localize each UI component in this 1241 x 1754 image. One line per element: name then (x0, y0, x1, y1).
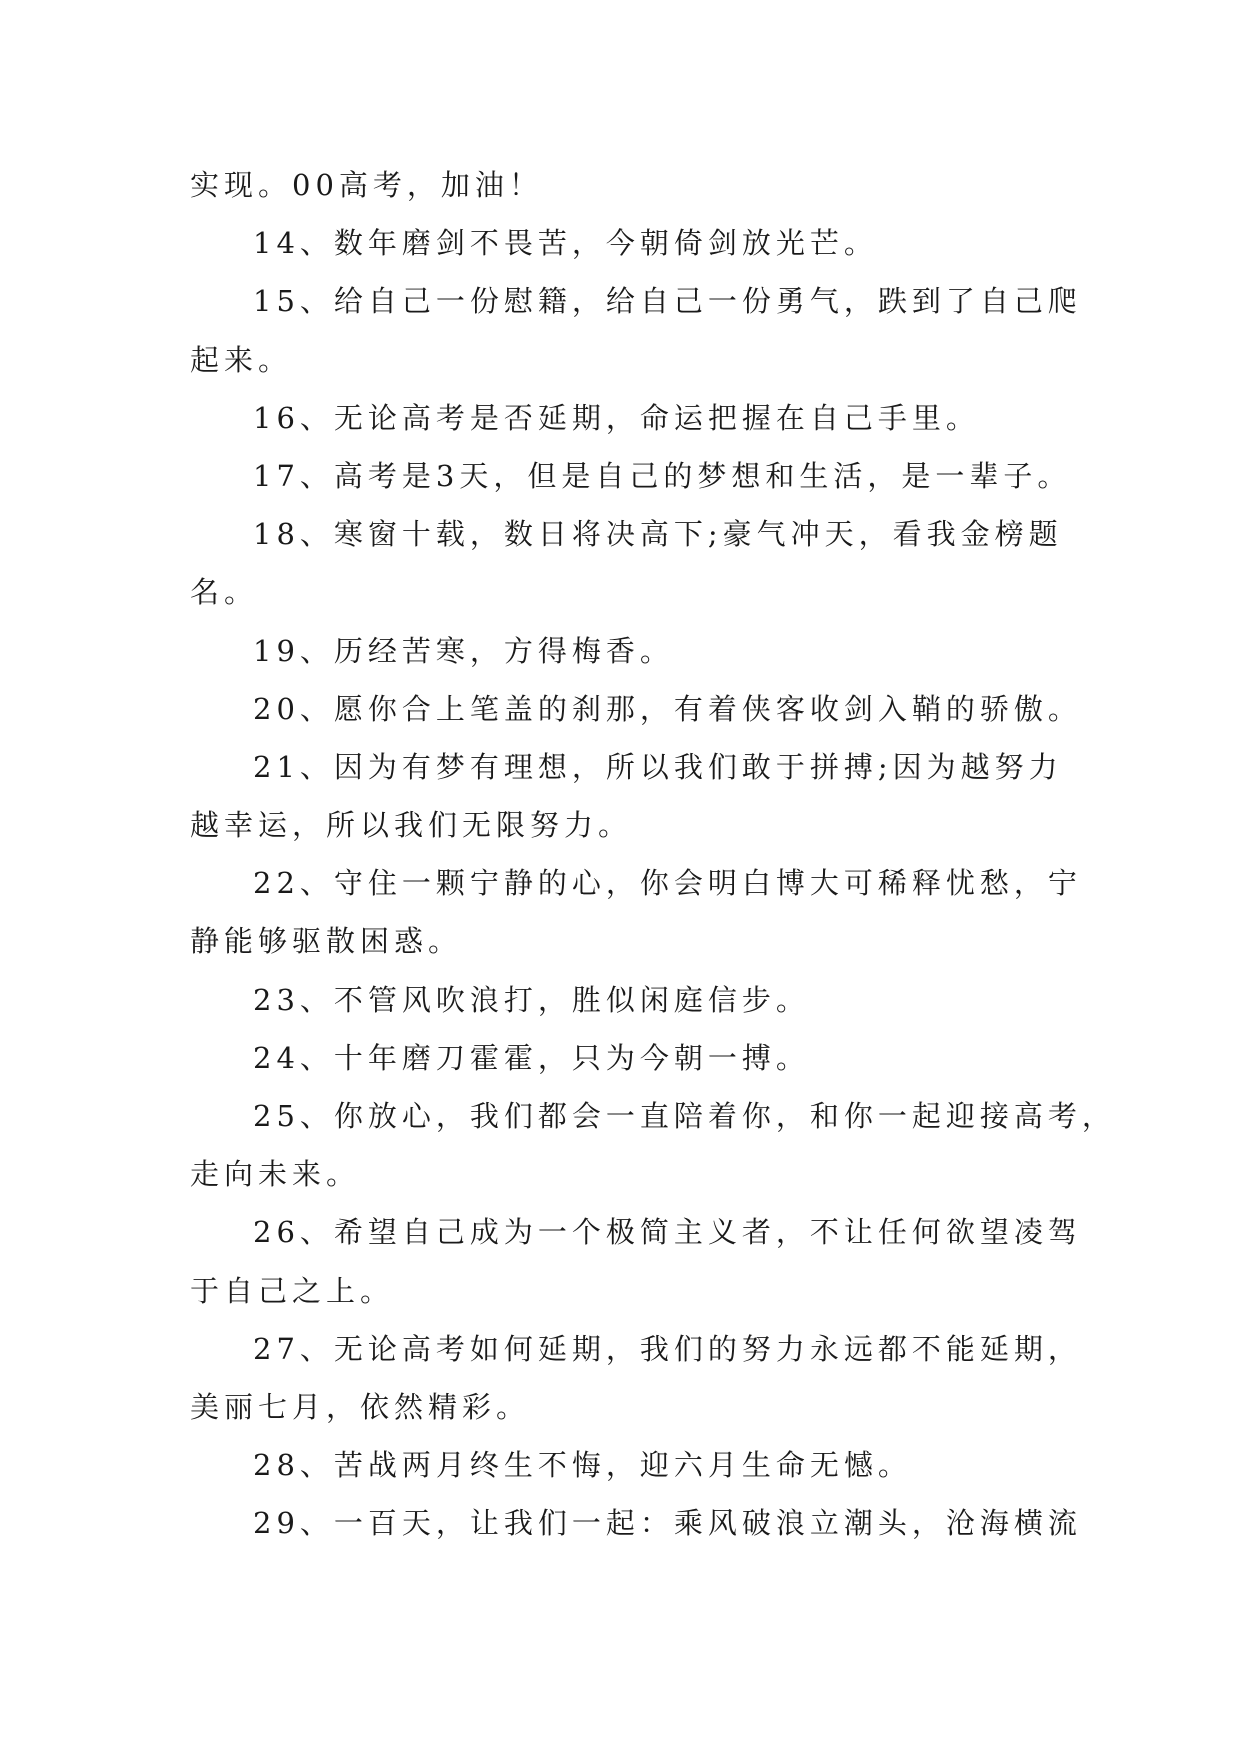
text-line: 走向未来。 (190, 1157, 361, 1192)
text-line: 16、无论高考是否延期，命运把握在自己手里。 (253, 400, 980, 435)
text-line: 名。 (190, 575, 259, 610)
text-line: 28、苦战两月终生不悔，迎六月生命无憾。 (253, 1448, 912, 1483)
text-line: 27、无论高考如何延期，我们的努力永远都不能延期， (253, 1331, 1082, 1366)
text-line: 26、希望自己成为一个极简主义者，不让任何欲望凌驾 (253, 1215, 1082, 1250)
text-line: 静能够驱散困惑。 (190, 924, 463, 959)
text-line: 起来。 (190, 342, 293, 377)
text-line: 于自己之上。 (190, 1273, 395, 1308)
text-line: 23、不管风吹浪打，胜似闲庭信步。 (253, 982, 810, 1017)
text-line: 15、给自己一份慰籍，给自己一份勇气，跌到了自己爬 (253, 284, 1082, 319)
text-line: 24、十年磨刀霍霍，只为今朝一搏。 (253, 1040, 810, 1075)
text-line: 29、一百天，让我们一起：乘风破浪立潮头，沧海横流 (253, 1506, 1082, 1541)
text-line: 17、高考是3天，但是自己的梦想和生活，是一辈子。 (253, 458, 1072, 493)
text-body (190, 156, 1116, 1553)
text-line: 19、历经苦寒，方得梅香。 (253, 633, 674, 668)
text-line: 越幸运，所以我们无限努力。 (190, 808, 633, 843)
text-line: 21、因为有梦有理想，所以我们敢于拼搏;因为越努力 (253, 749, 1063, 784)
text-line: 20、愿你合上笔盖的刹那，有着侠客收剑入鞘的骄傲。 (253, 691, 1082, 726)
text-line: 实现。00高考，加油！ (190, 168, 543, 202)
text-line: 14、数年磨剑不畏苦，今朝倚剑放光芒。 (253, 226, 878, 261)
text-line: 22、守住一颗宁静的心，你会明白博大可稀释忧愁，宁 (253, 866, 1082, 901)
text-line: 25、你放心，我们都会一直陪着你，和你一起迎接高考， (253, 1099, 1116, 1133)
text-line: 18、寒窗十载，数日将决高下;豪气冲天，看我金榜题 (253, 517, 1063, 552)
text-line: 美丽七月，依然精彩。 (190, 1389, 531, 1424)
